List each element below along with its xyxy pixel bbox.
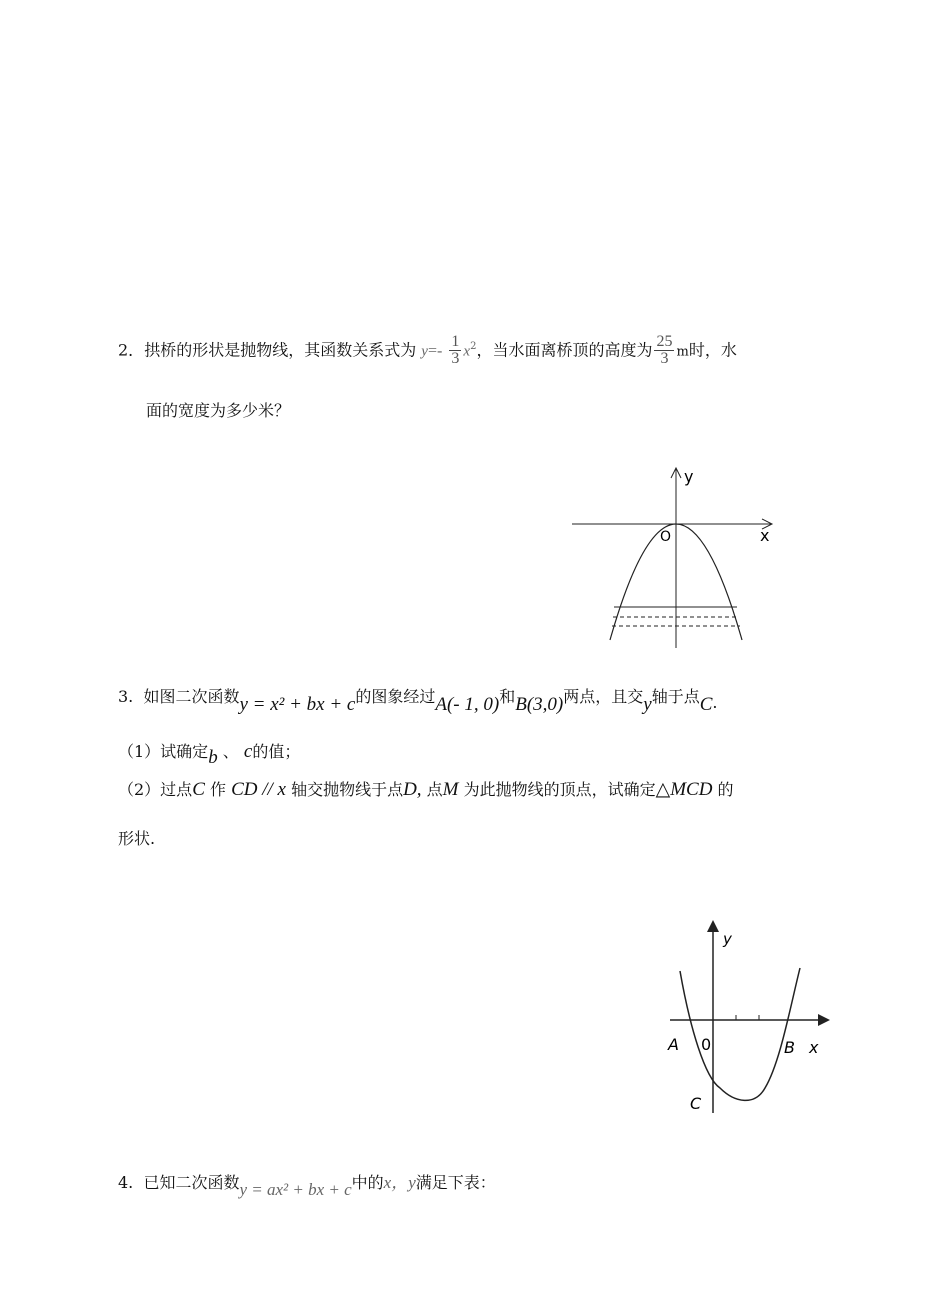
q4-vars: x，y [383,1173,416,1192]
q2-text-c: 时，水 [688,340,737,360]
q3-x-label: x [809,1038,819,1057]
q3-part2-make: 作 [209,780,226,799]
q3-part2-point: 点 [426,780,443,799]
q3-point-c: C [699,694,713,715]
q3-part2-m: M [442,779,459,800]
q2-formula-x: x [463,343,471,360]
q2-text-a: 拱桥的形状是抛物线，其函数关系式为 [144,340,417,360]
q3-number: 3. [118,687,134,706]
q2-origin-label: O [660,529,672,545]
q3-label-o: 0 [701,1035,712,1054]
q3-part1-sep: 、 [222,742,239,761]
q3-part2-de: 的 [717,780,734,799]
q2-formula-eq: =- [427,342,443,360]
q2-line2: 面的宽度为多少米？ [146,401,291,420]
q2-frac1-den: 3 [451,350,460,368]
q2-frac1 [449,334,461,367]
q4-formula: y = ax² + bx + c [239,1180,352,1199]
q2-y-label: y [684,467,694,486]
q3-text-c: 两点，且交 [563,687,644,706]
q3-y-label: y [723,930,732,948]
q3-label-b: B [784,1038,795,1057]
q2-number: 2． [118,340,145,360]
q3-label-c: C [690,1094,702,1113]
q2-text-b: ，当水面离桥顶的高度为 [476,340,653,360]
q3-x-arrow [818,1014,830,1026]
q3-part2-tri: △MCD [655,779,713,800]
q2-unit: m [676,344,689,360]
q4-text-c: 满足下表： [415,1173,496,1192]
q3-y-arrow [707,920,719,932]
q3-text-a: 如图二次函数 [143,687,240,706]
q3-part1-c: c [243,741,253,762]
q4-text-b: 中的 [351,1173,384,1192]
q4-line1 [118,1168,496,1198]
q3-part2-line2: 形状. [118,829,156,848]
q2-frac2 [654,334,674,367]
q2-frac2-den: 3 [654,350,674,367]
q4-number: 4. [118,1173,134,1192]
q3-label-a: A [668,1035,679,1054]
q3-text-end: . [712,693,718,712]
q3-figure [660,918,835,1118]
q2-x-label: x [760,526,770,545]
q3-line1 [118,680,718,714]
q3-part2-c-point: C [192,779,205,800]
q2-frac1-num: 1 [451,333,460,351]
q3-part2-mid: 轴交抛物线于点 [291,780,404,799]
q2-formula-y: y [421,343,428,360]
q3-part1-label: （1）试确定 [118,742,209,761]
q3-part1-tail: 的值； [252,742,301,761]
q3-text-b: 的图象经过 [355,687,436,706]
q3-part1-b: b [208,747,218,768]
q3-part2 [118,778,734,802]
q2-frac2-num: 25 [656,333,673,351]
q3-parabola [680,968,800,1100]
q3-part2-label: （2）过点 [118,780,193,799]
q3-axis-y: y [643,694,652,715]
q3-point-b: B(3,0) [515,694,564,715]
q3-text-d: 轴于点 [651,687,700,706]
q4-text-a: 已知二次函数 [143,1173,240,1192]
q2-formula-exp: 2 [470,341,477,352]
q2-line1 [118,330,737,374]
q3-part2-d: D, [403,779,422,800]
q3-point-a: A(- 1, 0) [435,694,500,715]
q3-text-and: 和 [499,687,516,706]
q3-part1 [118,740,301,768]
q3-part2-cd: CD // x [231,779,286,800]
q2-figure [560,462,790,652]
q3-part2-tail: 为此抛物线的顶点，试确定 [463,780,656,799]
q3-formula: y = x² + bx + c [239,694,356,715]
